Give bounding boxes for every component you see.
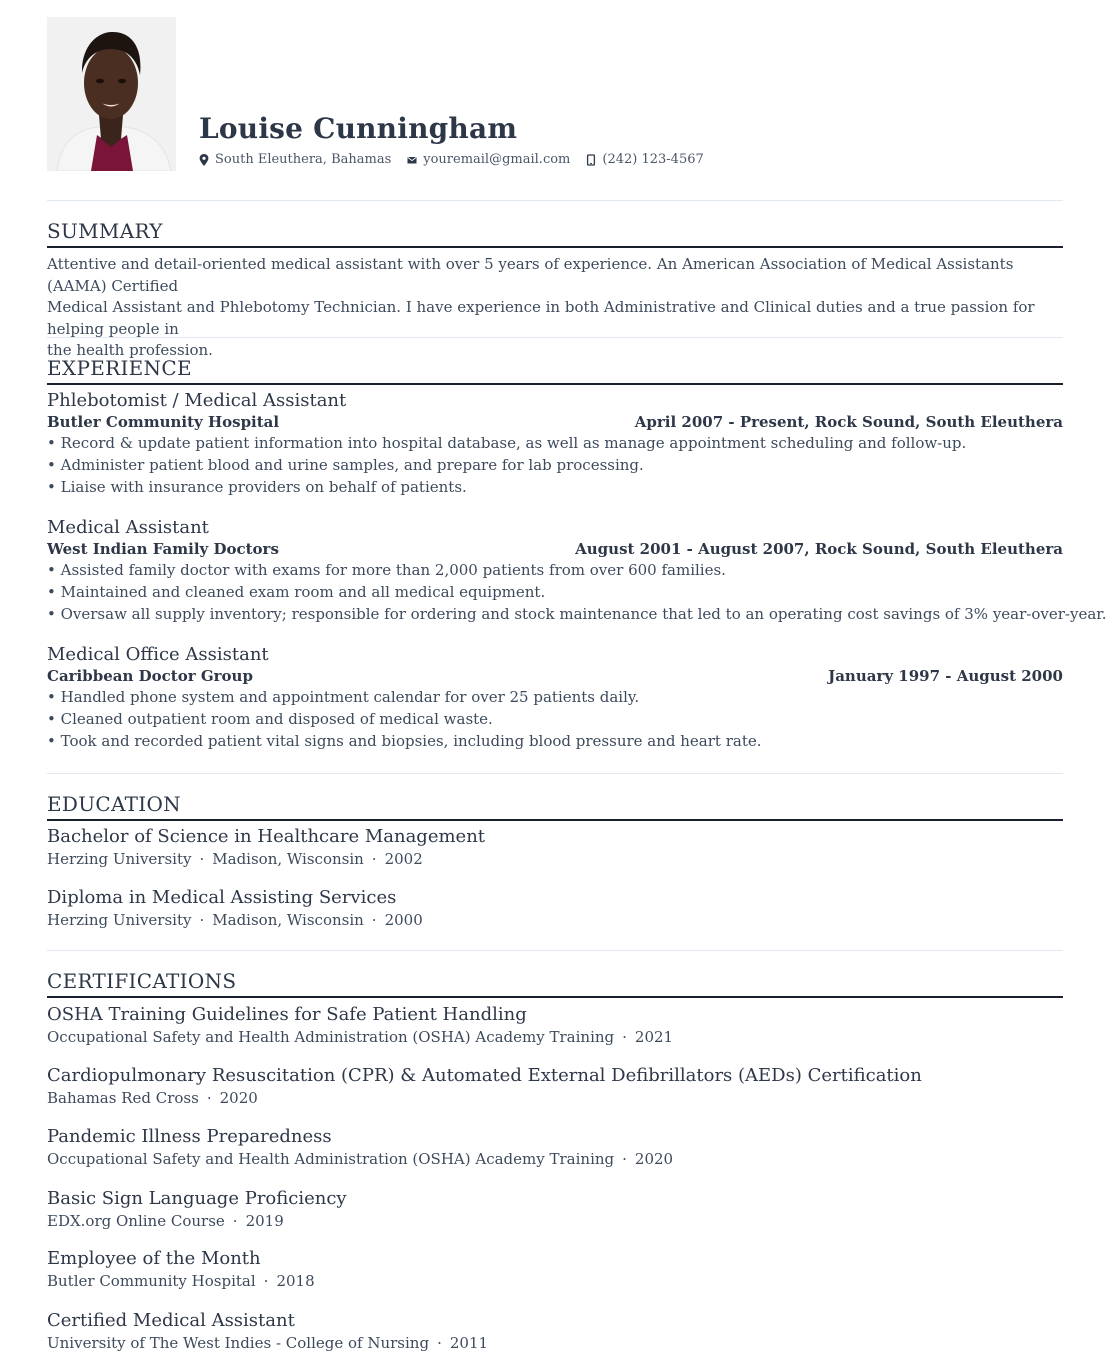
experience-entry <box>47 390 1063 498</box>
education-entry <box>47 887 1063 931</box>
certification-name: Pandemic Illness Preparedness <box>47 1126 332 1147</box>
job-dates-location: January 1997 - August 2000 <box>828 667 1063 685</box>
certification-name: OSHA Training Guidelines for Safe Patient Handling <box>47 1004 527 1025</box>
graduation-year: 2002 <box>384 850 423 868</box>
certification-entry <box>47 1188 1063 1232</box>
certification-year: 2021 <box>634 1028 674 1046</box>
experience-entry <box>47 517 1107 625</box>
certification-issuer: EDX.org Online Course <box>47 1212 225 1230</box>
job-dates-location: August 2001 - August 2007, Rock Sound, South Eleuthera <box>575 540 1063 558</box>
certification-issuer: Occupational Safety and Health Administration (OSHA) Academy Training <box>47 1028 615 1046</box>
email-link[interactable]: youremail@gmail.com <box>423 152 571 167</box>
section-divider <box>47 337 1063 338</box>
certification-name: Cardiopulmonary Resuscitation (CPR) & Automated External Defibrillators (AEDs) Certification <box>47 1065 922 1086</box>
job-bullet: • Administer patient blood and urine samples, and prepare for lab processing. <box>47 456 644 474</box>
degree-title: Bachelor of Science in Healthcare Management <box>47 826 486 847</box>
summary-text <box>47 254 1063 362</box>
certification-name: Basic Sign Language Proficiency <box>47 1188 347 1209</box>
resume-header <box>47 17 1063 172</box>
certification-details: University of The West Indies - College of Nursing · 2011 <box>47 1334 489 1352</box>
certification-details: Butler Community Hospital · 2018 <box>47 1272 315 1290</box>
certification-year: 2011 <box>449 1334 489 1352</box>
certification-year: 2018 <box>276 1272 315 1290</box>
job-company: West Indian Family Doctors <box>47 540 279 558</box>
certification-entry <box>47 1065 1063 1109</box>
certification-name: Certified Medical Assistant <box>47 1310 295 1331</box>
job-bullet: • Oversaw all supply inventory; responsible for ordering and stock maintenance that led to an operating cost savings of 3% year-over-year. <box>47 605 1107 623</box>
job-bullet: • Handled phone system and appointment calendar for over 25 patients daily. <box>47 688 640 706</box>
phone-icon <box>586 154 596 166</box>
experience-entry <box>47 644 1063 752</box>
job-company: Caribbean Doctor Group <box>47 667 253 685</box>
job-company: Butler Community Hospital <box>47 413 280 431</box>
job-meta <box>47 539 1063 559</box>
degree-title: Diploma in Medical Assisting Services <box>47 887 397 908</box>
map-pin-icon <box>199 154 209 166</box>
certification-issuer: Bahamas Red Cross <box>47 1089 199 1107</box>
job-bullet: • Record & update patient information into hospital database, as well as manage appointment scheduling and follow-up. <box>47 434 967 452</box>
profile-photo <box>47 17 176 171</box>
job-bullet: • Took and recorded patient vital signs and biopsies, including blood pressure and heart rate. <box>47 732 762 750</box>
certification-details: Occupational Safety and Health Administration (OSHA) Academy Training · 2020 <box>47 1150 674 1168</box>
location-text: South Eleuthera, Bahamas <box>215 152 392 167</box>
certification-year: 2020 <box>219 1089 258 1107</box>
certification-entry <box>47 1310 1063 1354</box>
candidate-name: Louise Cunningham <box>199 112 518 145</box>
degree-details: Herzing University · Madison, Wisconsin · 2000 <box>47 911 423 929</box>
job-dates-location: April 2007 - Present, Rock Sound, South Eleuthera <box>634 413 1063 431</box>
education-heading: EDUCATION <box>47 791 1063 821</box>
job-title: Medical Assistant <box>47 517 209 538</box>
job-bullet: • Assisted family doctor with exams for more than 2,000 patients from over 600 families. <box>47 561 726 579</box>
summary-heading: SUMMARY <box>47 218 1063 248</box>
certifications-heading: CERTIFICATIONS <box>47 968 1063 998</box>
job-title: Medical Office Assistant <box>47 644 269 665</box>
school-location: Madison, Wisconsin <box>212 850 364 868</box>
certification-issuer: University of The West Indies - College of Nursing <box>47 1334 430 1352</box>
job-meta <box>47 666 1063 686</box>
envelope-icon <box>407 154 417 166</box>
phone-text: (242) 123-4567 <box>602 152 704 167</box>
certification-entry <box>47 1126 1063 1170</box>
school-name: Herzing University <box>47 850 192 868</box>
certification-details: Occupational Safety and Health Administration (OSHA) Academy Training · 2021 <box>47 1028 674 1046</box>
certification-entry <box>47 1248 1063 1292</box>
certification-details: Bahamas Red Cross · 2020 <box>47 1089 258 1107</box>
summary-line: Medical Assistant and Phlebotomy Technician. I have experience in both Administrative and Clinical duties and a true passion for helping people in <box>47 298 1035 338</box>
school-name: Herzing University <box>47 911 192 929</box>
degree-details: Herzing University · Madison, Wisconsin · 2002 <box>47 850 423 868</box>
certification-details: EDX.org Online Course · 2019 <box>47 1212 284 1230</box>
certification-name: Employee of the Month <box>47 1248 261 1269</box>
certification-issuer: Occupational Safety and Health Administration (OSHA) Academy Training <box>47 1150 615 1168</box>
job-bullet: • Cleaned outpatient room and disposed of medical waste. <box>47 710 493 728</box>
contact-line <box>199 152 704 168</box>
header-divider <box>47 200 1063 201</box>
school-location: Madison, Wisconsin <box>212 911 364 929</box>
summary-line: Attentive and detail-oriented medical assistant with over 5 years of experience. An American Association of Medical Assistants (AAMA) Certified <box>47 255 1014 295</box>
job-bullet: • Maintained and cleaned exam room and all medical equipment. <box>47 583 546 601</box>
job-bullet: • Liaise with insurance providers on behalf of patients. <box>47 478 467 496</box>
graduation-year: 2000 <box>384 911 423 929</box>
job-title: Phlebotomist / Medical Assistant <box>47 390 347 411</box>
certification-year: 2019 <box>245 1212 284 1230</box>
experience-heading: EXPERIENCE <box>47 355 1063 385</box>
certification-year: 2020 <box>634 1150 674 1168</box>
summary-line: the health profession. <box>47 341 213 359</box>
certification-entry <box>47 1004 1063 1048</box>
education-entry <box>47 826 1063 870</box>
certification-issuer: Butler Community Hospital <box>47 1272 256 1290</box>
section-divider <box>47 950 1063 951</box>
job-meta <box>47 412 1063 432</box>
section-divider <box>47 773 1063 774</box>
